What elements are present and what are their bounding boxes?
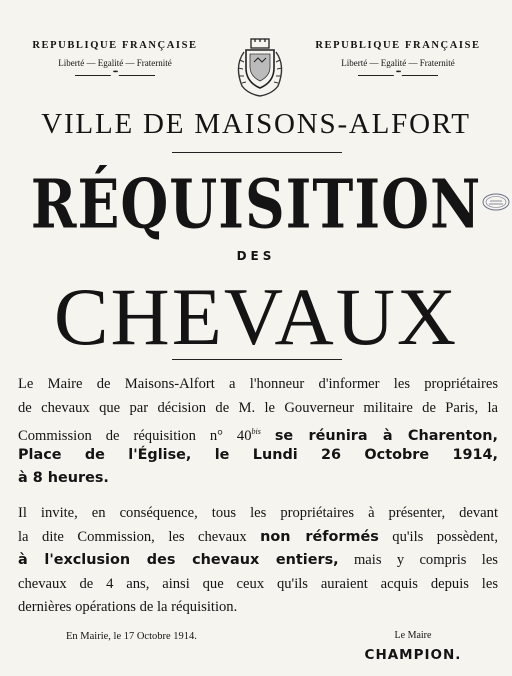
poster-title: RÉQUISITION — [30, 164, 482, 244]
text-line: Il invite, en conséquence, tous les propriétaires à présenter, devant — [18, 505, 498, 521]
municipal-coat-of-arms-icon — [232, 38, 288, 98]
republic-heading: REPUBLIQUE FRANÇAISE — [315, 40, 481, 51]
text-line — [18, 526, 498, 550]
ornament-divider — [358, 74, 438, 78]
header-left — [20, 40, 210, 78]
text-line: de chevaux que par décision de M. le Gouverneur militaire de Paris, la — [18, 399, 498, 416]
divider-rule — [172, 152, 342, 153]
commission-number: Commission de réquisition n° 40 — [18, 428, 252, 444]
town-name: VILLE DE MAISONS-ALFORT — [41, 108, 471, 140]
republic-motto: Liberté — Egalité — Fraternité — [58, 58, 172, 68]
emphasis-non-reformes: non réformés — [260, 528, 379, 545]
commission-suffix: bis — [251, 427, 261, 436]
mayor-name: CHAMPION. — [364, 647, 462, 663]
place-and-date: En Mairie, le 17 Octobre 1914. — [66, 631, 197, 642]
poster-main-word: CHEVAUX — [53, 271, 459, 362]
emphasis-exclusion: à l'exclusion des chevaux entiers, — [18, 552, 339, 568]
ornament-divider — [75, 74, 155, 78]
text-line — [18, 420, 498, 444]
notice-paragraph-1 — [18, 373, 498, 491]
signature-block — [364, 630, 462, 663]
notice-paragraph-2 — [18, 502, 498, 620]
text-segment: mais y compris les — [353, 552, 498, 568]
text-line: dernières opérations de la réquisition. — [18, 599, 238, 615]
text-line: Le Maire de Maisons-Alfort a l'honneur d'informer les propriétaires — [18, 376, 498, 392]
text-line: chevaux de 4 ans, ainsi que ceux qu'ils auraient acquis depuis les — [18, 575, 498, 592]
poster-subtitle: DES — [236, 249, 276, 263]
text-segment: qu'ils possèdent, — [392, 528, 498, 545]
meeting-time: à 8 heures. — [18, 470, 109, 486]
meeting-date: Place de l'Église, le Lundi 26 Octobre 1914, — [18, 446, 498, 463]
meeting-place: se réunira à Charenton, — [274, 428, 498, 444]
mayor-title: Le Maire — [394, 630, 432, 641]
text-segment: la dite Commission, les chevaux — [18, 528, 247, 545]
divider-rule — [172, 359, 342, 360]
text-line — [18, 549, 498, 573]
header-right — [300, 40, 496, 78]
republic-heading: REPUBLIQUE FRANÇAISE — [32, 40, 198, 51]
republic-motto: Liberté — Egalité — Fraternité — [341, 58, 455, 68]
library-stamp-icon — [482, 193, 510, 211]
